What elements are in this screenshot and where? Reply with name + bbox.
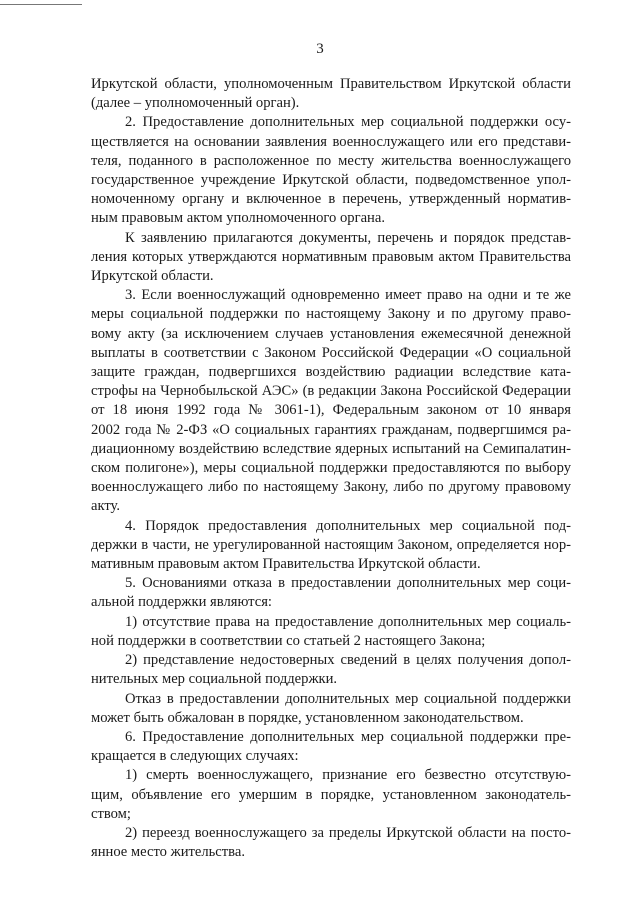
text-line: Отказ в предоставлении дополнительных мер социальной поддержки <box>125 690 571 707</box>
text-line: щим, объявление его умершим в порядке, установленном законодатель- <box>91 786 571 803</box>
text-line: 3. Если военнослужащий одновременно имеет право на одни и те же <box>125 287 571 304</box>
corner-rule <box>0 4 82 5</box>
text-line: номоченному органу и включенное в перечень, утвержденный норматив- <box>91 191 571 208</box>
page-number: 3 <box>316 41 324 57</box>
text-line: выплаты в соответствии с Законом Российской Федерации «О социальной <box>91 344 571 361</box>
text-line: 4. Порядок предоставления дополнительных мер социальной под- <box>125 517 571 534</box>
text-line: кращается в следующих случаях: <box>91 748 299 765</box>
text-line: (далее – уполномоченный орган). <box>91 95 300 112</box>
text-line: вому акту (за исключением случаев установления ежемесячной денежной <box>91 325 571 342</box>
text-line: диационному воздействию вследствие ядерных испытаний на Семипалатин- <box>91 440 571 457</box>
text-line: Иркутской области, уполномоченным Правительством Иркутской области <box>91 76 571 92</box>
text-line: 1) смерть военнослужащего, признание его безвестно отсутствую- <box>125 767 571 784</box>
text-line: 2. Предоставление дополнительных мер социальной поддержки осу- <box>125 114 571 131</box>
text-line: может быть обжалован в порядке, установленном законодательством. <box>91 709 524 726</box>
text-line: ском полигоне»), меры социальной поддержки предоставляются по выбору <box>91 460 571 477</box>
text-line: строфы на Чернобыльской АЭС» (в редакции Закона Российской Федерации <box>91 383 571 400</box>
document-body <box>91 75 571 862</box>
text-line: альной поддержки являются: <box>91 594 272 611</box>
text-line: держки в части, не урегулированной настоящим Законом, определяется нор- <box>91 536 571 553</box>
text-line: 2002 года № 2-ФЗ «О социальных гарантиях гражданам, подвергшимся ра- <box>91 421 571 438</box>
text-line: 1) отсутствие права на предоставление дополнительных мер социаль- <box>125 613 571 630</box>
text-line: мативным правовым актом Правительства Иркутской области. <box>91 556 481 573</box>
text-line: государственное учреждение Иркутской области, подведомственное упол- <box>91 172 571 189</box>
text-line: защите граждан, подвергшихся воздействию радиации вследствие ката- <box>91 364 571 381</box>
text-line: 2) представление недостоверных сведений в целях получения допол- <box>125 652 571 669</box>
text-line: ной поддержки в соответствии со статьей 2 настоящего Закона; <box>91 632 486 649</box>
text-line: теля, поданного в расположенное по месту жительства военнослужащего <box>91 152 571 169</box>
text-line: ления которых утверждаются нормативным правовым актом Правительства <box>91 248 571 265</box>
text-line: меры социальной поддержки по настоящему Закону и по другому право- <box>91 306 571 323</box>
text-line: военнослужащего либо по настоящему Закону, либо по другому правовому <box>91 479 571 496</box>
text-line: 6. Предоставление дополнительных мер социальной поддержки пре- <box>125 728 571 745</box>
text-line: 5. Основаниями отказа в предоставлении дополнительных мер соци- <box>125 575 571 592</box>
text-line: ством; <box>91 805 131 822</box>
text-line: Иркутской области. <box>91 268 214 285</box>
text-line: К заявлению прилагаются документы, перечень и порядок представ- <box>125 229 571 246</box>
text-line: от 18 июня 1992 года № 3061-1), Федеральным законом от 10 января <box>91 402 571 419</box>
text-line: нительных мер социальной поддержки. <box>91 671 338 688</box>
text-line: янное место жительства. <box>91 844 245 861</box>
text-line: ным правовым актом уполномоченного органа. <box>91 210 385 227</box>
text-line: ществляется на основании заявления военнослужащего или его представи- <box>91 133 571 150</box>
text-line: акту. <box>91 498 121 515</box>
text-line: 2) переезд военнослужащего за пределы Иркутской области на посто- <box>125 824 571 841</box>
